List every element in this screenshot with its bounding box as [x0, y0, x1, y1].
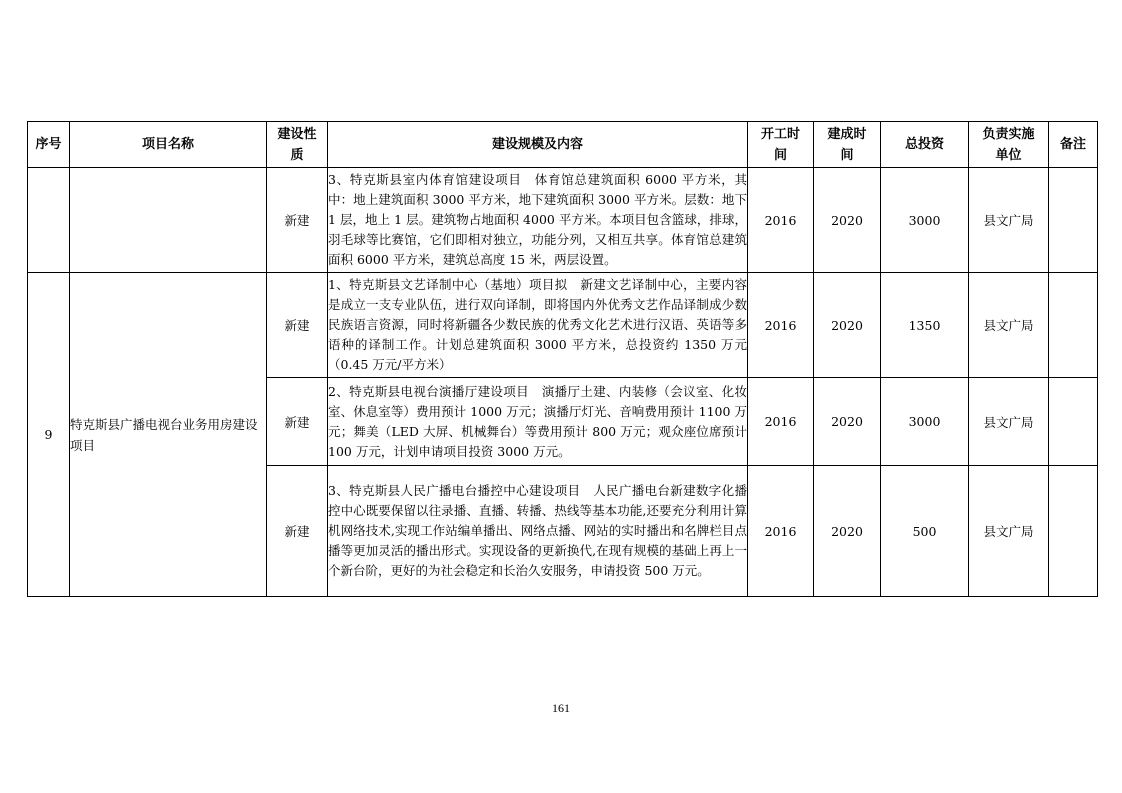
- header-finish-time: 建成时间: [814, 122, 881, 168]
- project-name-cell: 特克斯县广播电视台业务用房建设项目: [70, 273, 267, 597]
- remark-cell: [1049, 378, 1098, 466]
- finish-time-cell: 2020: [814, 466, 881, 597]
- nature-cell: 新建: [267, 168, 328, 273]
- investment-cell: 3000: [881, 378, 969, 466]
- header-row: [28, 122, 1098, 168]
- finish-time-cell: 2020: [814, 378, 881, 466]
- header-project-name: 项目名称: [70, 122, 267, 168]
- header-nature: 建设性质: [267, 122, 328, 168]
- start-time-cell: 2016: [748, 466, 814, 597]
- header-seq: 序号: [28, 122, 70, 168]
- seq-cell: [28, 168, 70, 273]
- header-start-time: 开工时间: [748, 122, 814, 168]
- content-cell: 3、特克斯县人民广播电台播控中心建设项目 人民广播电台新建数字化播控中心既要保留以往录播、直播、转播、热线等基本功能,还要充分利用计算机网络技术,实现工作站编单播出、网络点播、网站的实时播出和名牌栏目点播等更加灵活的播出形式。实现设备的更新换代,在现有规模的基础上再上一个新台阶，更好的为社会稳定和长治久安服务，申请投资 500 万元。: [328, 466, 748, 597]
- start-time-cell: 2016: [748, 273, 814, 378]
- project-name-cell: [70, 168, 267, 273]
- project-table: [27, 121, 1098, 597]
- table-row: [28, 273, 1098, 378]
- header-total-investment: 总投资: [881, 122, 969, 168]
- investment-cell: 3000: [881, 168, 969, 273]
- investment-cell: 1350: [881, 273, 969, 378]
- nature-cell: 新建: [267, 273, 328, 378]
- start-time-cell: 2016: [748, 378, 814, 466]
- remark-cell: [1049, 168, 1098, 273]
- header-remark: 备注: [1049, 122, 1098, 168]
- remark-cell: [1049, 466, 1098, 597]
- nature-cell: 新建: [267, 378, 328, 466]
- page-number: 161: [552, 701, 570, 715]
- header-scale-content: 建设规模及内容: [328, 122, 748, 168]
- investment-cell: 500: [881, 466, 969, 597]
- unit-cell: 县文广局: [969, 378, 1049, 466]
- start-time-cell: 2016: [748, 168, 814, 273]
- unit-cell: 县文广局: [969, 466, 1049, 597]
- content-cell: 1、特克斯县文艺译制中心（基地）项目拟 新建文艺译制中心，主要内容是成立一支专业队伍，进行双向译制，即将国内外优秀文艺作品译制成少数民族语言资源，同时将新疆各少数民族的优秀文化艺术进行汉语、英语等多语种的译制工作。计划总建筑面积 3000 平方米，总投资约 1350 万元（0.45 万元/平方米）: [328, 273, 748, 378]
- nature-cell: 新建: [267, 466, 328, 597]
- content-cell: 3、特克斯县室内体育馆建设项目 体育馆总建筑面积 6000 平方米，其中：地上建筑面积 3000 平方米，地下建筑面积 3000 平方米。层数：地下 1 层，地上 1 层。建筑物占地面积 4000 平方米。本项目包含篮球，排球，羽毛球等比赛馆，它们即相对独立，功能分列，又相互共享。体育馆总建筑面积 6000 平方米，建筑总高度 15 米，两层设置。: [328, 168, 748, 273]
- unit-cell: 县文广局: [969, 273, 1049, 378]
- finish-time-cell: 2020: [814, 273, 881, 378]
- table-row: [28, 168, 1098, 273]
- remark-cell: [1049, 273, 1098, 378]
- unit-cell: 县文广局: [969, 168, 1049, 273]
- header-responsible-unit: 负责实施单位: [969, 122, 1049, 168]
- seq-cell: 9: [28, 273, 70, 597]
- content-cell: 2、特克斯县电视台演播厅建设项目 演播厅土建、内装修（会议室、化妆室、休息室等）费用预计 1000 万元；演播厅灯光、音响费用预计 1100 万元；舞美（LED 大屏、机械舞台）等费用预计 800 万元；观众座位席预计 100 万元，计划申请项目投资 3000 万元。: [328, 378, 748, 466]
- finish-time-cell: 2020: [814, 168, 881, 273]
